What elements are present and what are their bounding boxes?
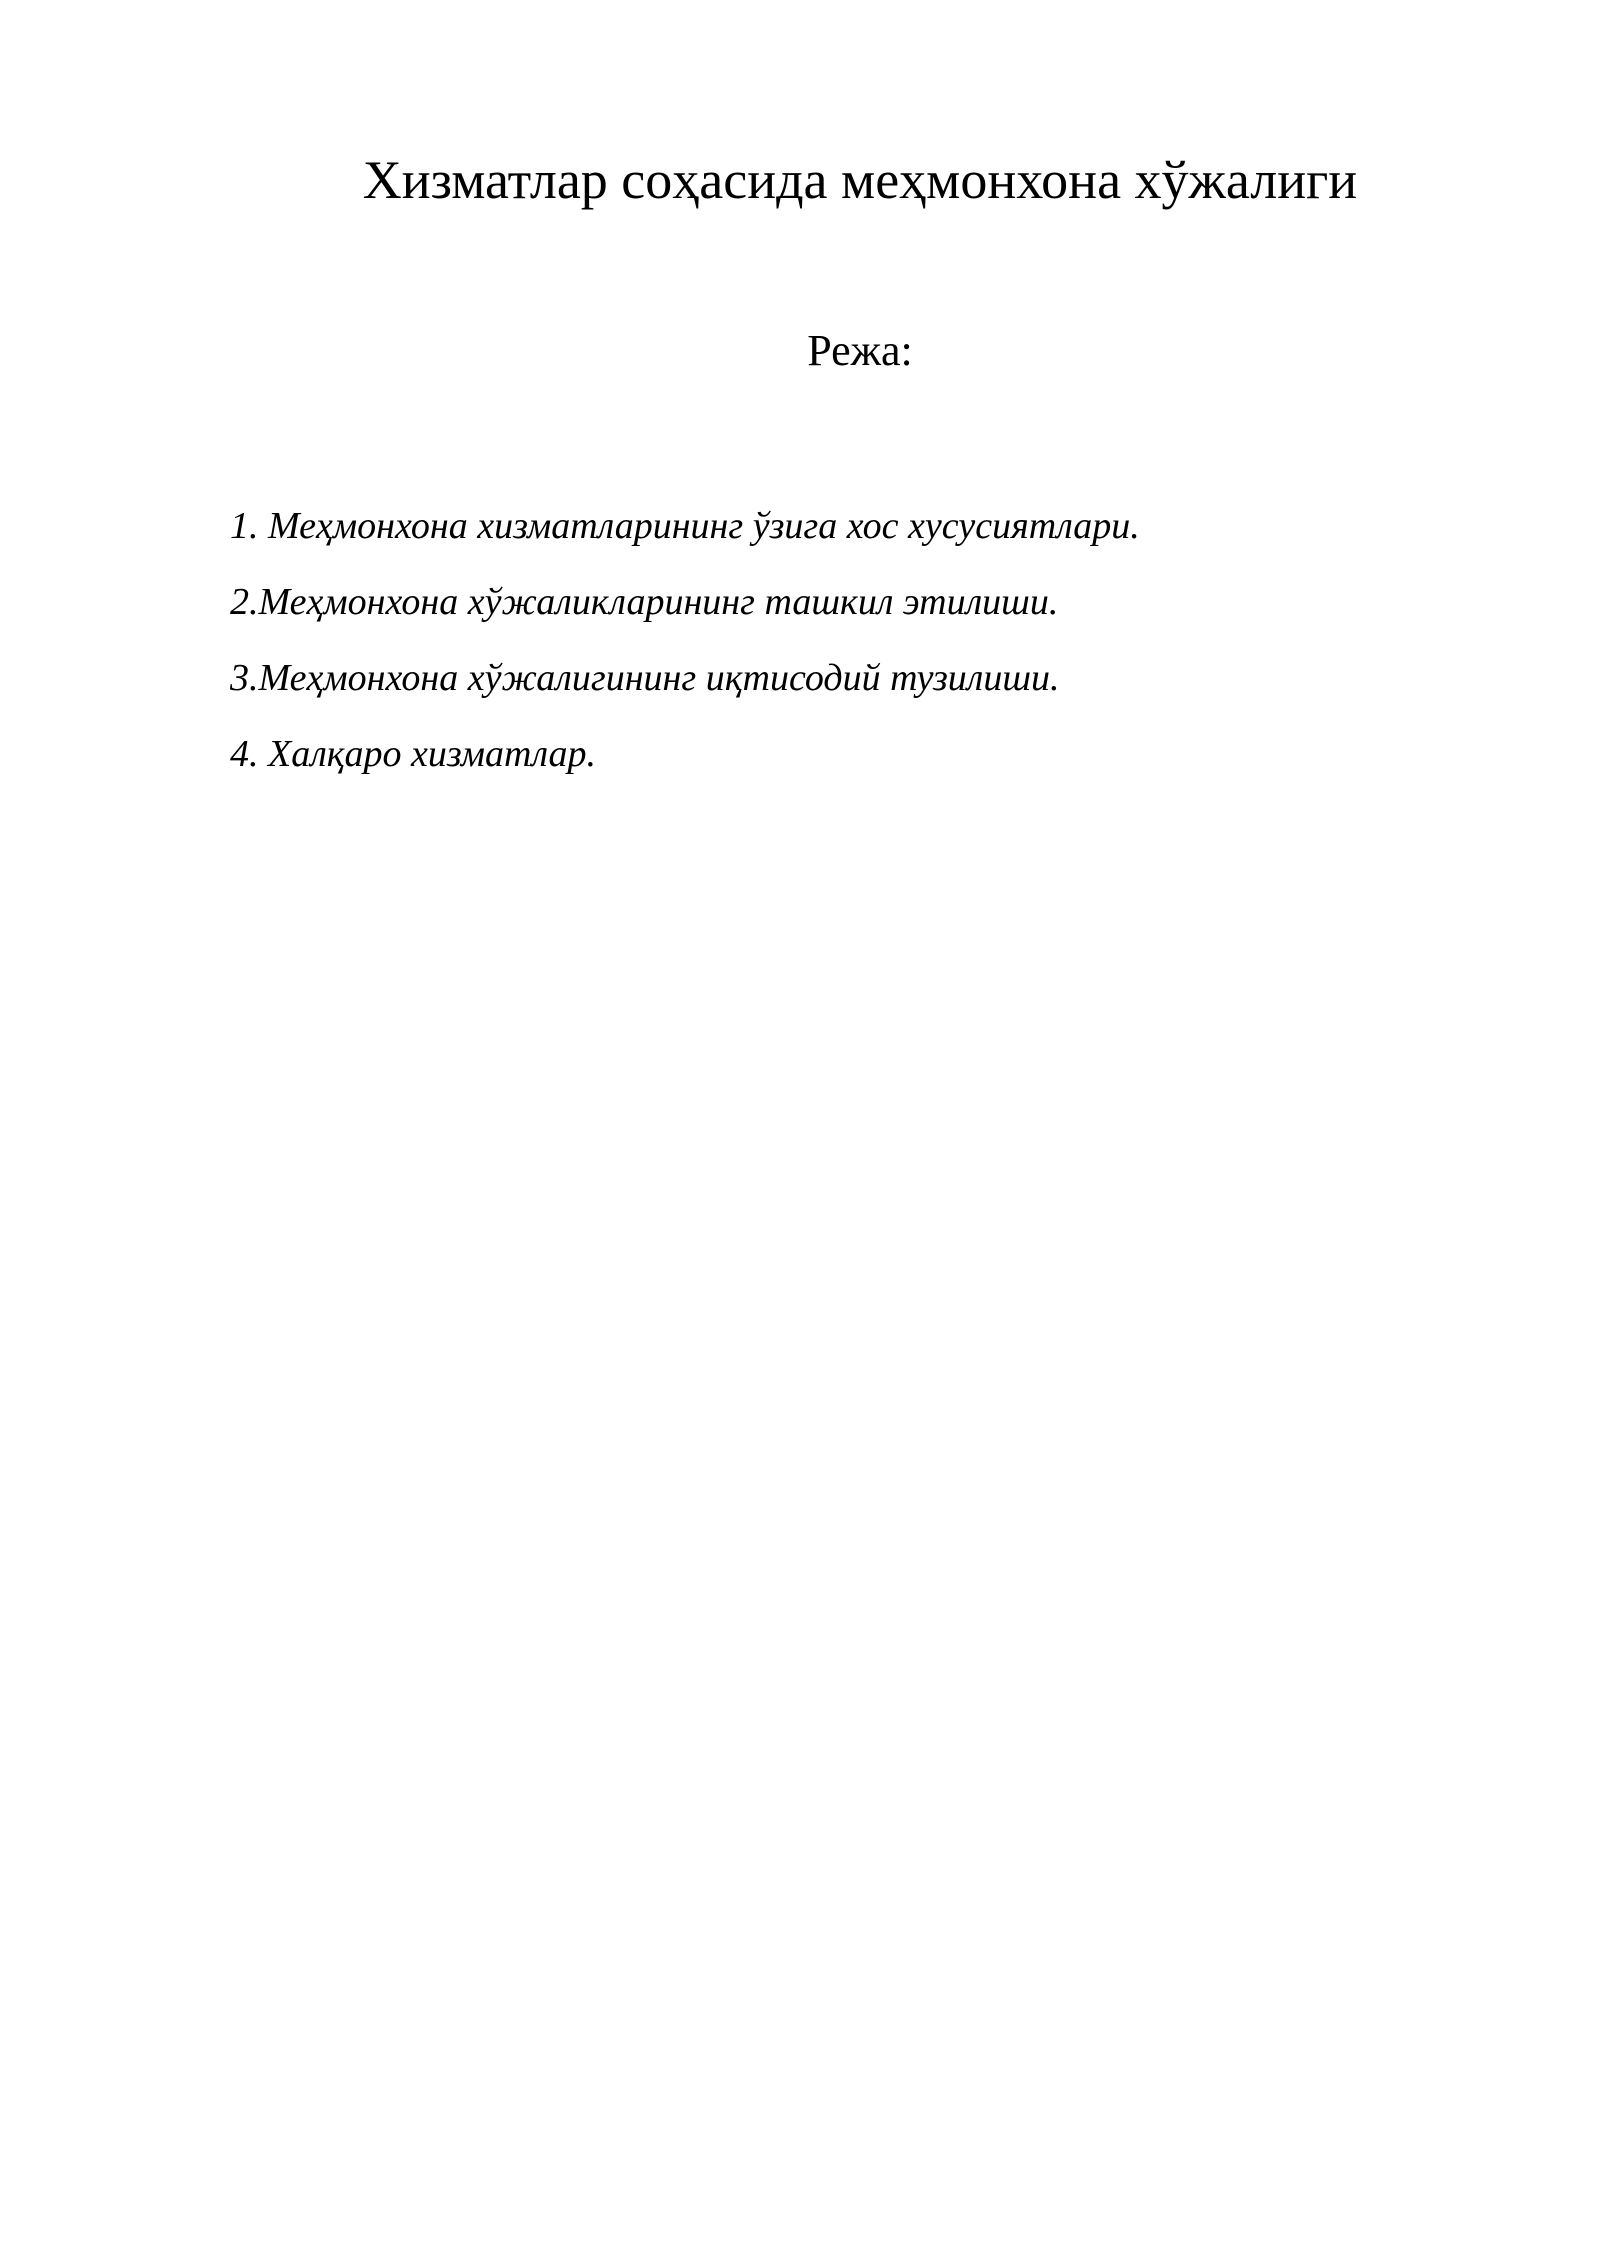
plan-item-3: 3.Меҳмонхона хўжалигининг иқтисодий тузилиши. [230, 657, 1060, 699]
plan-heading: Режа: [807, 326, 913, 375]
plan-item-1: 1. Меҳмонхона хизматларининг ўзига хос хусусиятлари. [230, 505, 1140, 547]
plan-item-4: 4. Халқаро хизматлар. [230, 733, 597, 775]
plan-item-2: 2.Меҳмонхона хўжаликларининг ташкил этилиши. [230, 581, 1059, 623]
document-title: Хизматлар соҳасида меҳмонхона хўжалиги [362, 150, 1358, 210]
plan-list [230, 488, 1140, 792]
